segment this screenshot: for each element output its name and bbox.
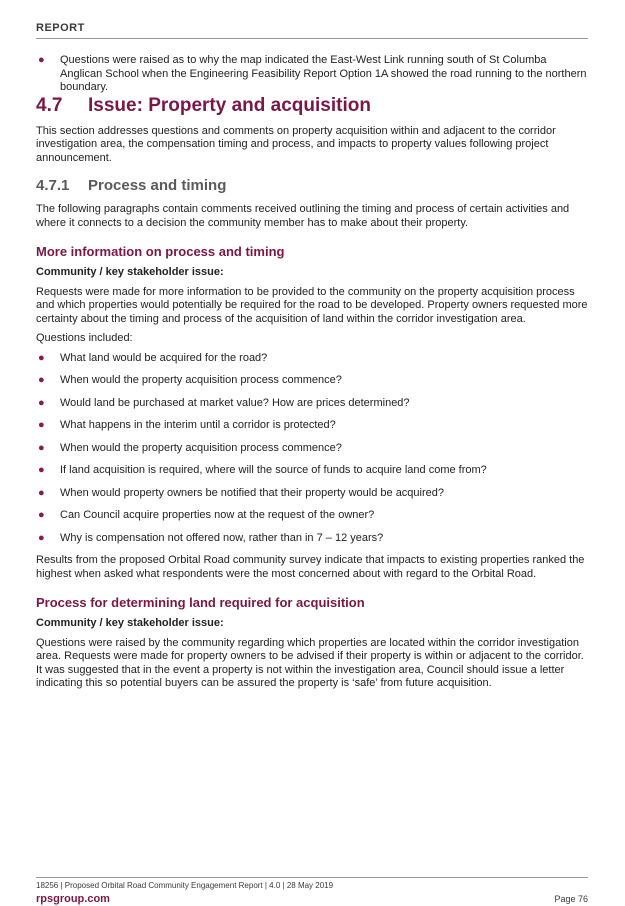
page-header: REPORT xyxy=(36,22,588,39)
block2-label: Community / key stakeholder issue: xyxy=(36,617,224,629)
bullet-icon: ● xyxy=(38,419,45,431)
survey-results-paragraph: Results from the proposed Orbital Road community survey indicate that impacts to existing properties ranked the highest when asked what respondents were the most concerned about with regard to the Orbital Road. xyxy=(36,554,585,580)
list-item: ● If land acquisition is required, where will the source of funds to acquire land come from? xyxy=(38,464,487,476)
bullet-icon: ● xyxy=(38,531,45,544)
intro-bullet-list xyxy=(36,54,588,95)
subsection-heading xyxy=(36,177,588,195)
list-item: ● When would the property acquisition process commence? xyxy=(38,441,342,454)
section-heading xyxy=(36,95,588,117)
page-number: Page 76 xyxy=(554,894,588,904)
bullet-icon: ● xyxy=(38,351,45,364)
footer-meta: 18256 | Proposed Orbital Road Community Engagement Report | 4.0 | 28 May 2019 xyxy=(36,881,334,890)
list-item xyxy=(36,54,588,95)
block2-heading: Process for determining land required for acquisition xyxy=(36,595,365,610)
subsection-intro: The following paragraphs contain comments received outlining the timing and process of certain activities and where it connects to a decision the community member has to make about their property. xyxy=(36,203,570,229)
list-item: ● Would land be purchased at market value? How are prices determined? xyxy=(38,396,410,409)
block1-heading: More information on process and timing xyxy=(36,244,285,259)
bullet-icon: ● xyxy=(38,54,45,66)
list-item: ● When would property owners be notified that their property would be acquired? xyxy=(38,486,445,499)
section-title: Issue: Property and acquisition xyxy=(88,94,371,116)
list-item: ● What land would be acquired for the road? xyxy=(38,351,268,364)
subsection-number: 4.7.1 xyxy=(36,177,70,194)
block1-paragraph: Requests were made for more information to be provided to the community on the property acquisition process and which properties would potentially be required for the road to be developed. Property owners requested more certainty about the timing and process of the acquisition of land within the corridor investigation area. xyxy=(36,285,588,325)
questions-list xyxy=(36,352,588,546)
footer-row xyxy=(36,893,588,905)
list-item: ● What happens in the interim until a corridor is protected? xyxy=(38,419,336,431)
report-page xyxy=(36,0,588,906)
footer-site-link[interactable]: rpsgroup.com xyxy=(36,893,110,905)
block2-paragraph: Questions were raised by the community regarding which properties are located within the corridor investigation area. Requests were made for property owners to be advised if their property is within or adjacent to the corridor. It was suggested that in the event a property is not within the investigation area, Council should issue a letter indicating this so potential buyers can be assured the property is ‘safe’ from future acquisition. xyxy=(36,636,584,689)
section-number: 4.7 xyxy=(36,94,63,116)
list-item: ● When would the property acquisition process commence? xyxy=(38,374,342,386)
bullet-icon: ● xyxy=(38,486,45,499)
bullet-icon: ● xyxy=(38,441,45,454)
bullet-icon: ● xyxy=(38,464,45,476)
bullet-icon: ● xyxy=(38,396,45,409)
list-item: ● Can Council acquire properties now at the request of the owner? xyxy=(38,509,375,521)
page-content xyxy=(36,54,588,691)
subsection-title: Process and timing xyxy=(88,177,227,194)
bullet-icon: ● xyxy=(38,509,45,521)
questions-intro: Questions included: xyxy=(36,332,133,344)
bullet-icon: ● xyxy=(38,374,45,386)
section-intro: This section addresses questions and comments on property acquisition within and adjacent to the corridor investigation area, the compensation timing and process, and impacts to property values following project announcement. xyxy=(36,124,556,164)
intro-bullet-text: Questions were raised as to why the map indicated the East-West Link running south of St Columba Anglican School when the Engineering Feasibility Report Option 1A showed the road running to the northern boundary. xyxy=(60,54,587,93)
list-item: ● Why is compensation not offered now, rather than in 7 – 12 years? xyxy=(38,531,384,544)
block1-label: Community / key stakeholder issue: xyxy=(36,266,224,278)
page-footer xyxy=(36,877,588,905)
